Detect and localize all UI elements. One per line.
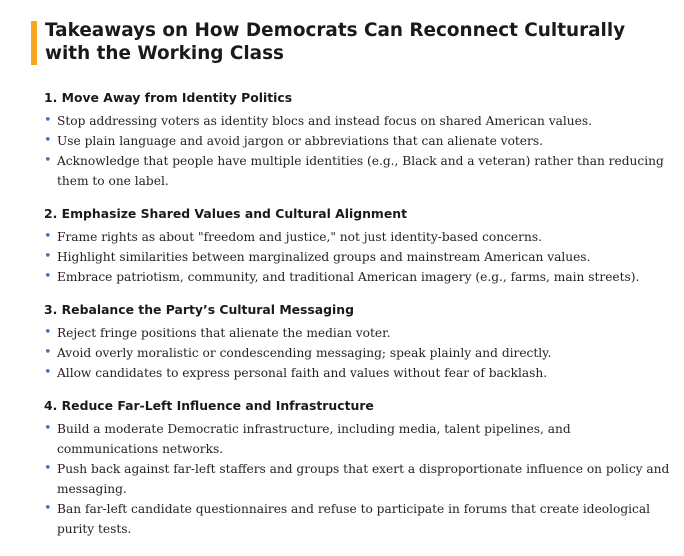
list-item: [44, 151, 674, 191]
bullet-icon: •: [44, 153, 52, 168]
bullet-list: [44, 227, 674, 287]
section-shared-values: [44, 206, 674, 287]
list-item: [44, 323, 674, 343]
section-cultural-messaging: [44, 302, 674, 383]
list-item-text: Push back against far-left staffers and groups that exert a disproportionate influence on policy and messaging.: [57, 462, 670, 496]
list-item-text: Embrace patriotism, community, and traditional American imagery (e.g., farms, main streets).: [57, 270, 640, 284]
list-item-text: Allow candidates to express personal faith and values without fear of backlash.: [57, 366, 548, 380]
list-item-text: Use plain language and avoid jargon or abbreviations that can alienate voters.: [57, 134, 543, 148]
list-item: [44, 343, 674, 363]
bullet-icon: •: [44, 325, 52, 340]
list-item: [44, 363, 674, 383]
section-identity-politics: [44, 90, 674, 191]
list-item-text: Ban far-left candidate questionnaires and refuse to participate in forums that create ideological purity tests.: [57, 502, 651, 536]
list-item-text: Build a moderate Democratic infrastructure, including media, talent pipelines, and communications networks.: [57, 422, 571, 456]
list-item-text: Stop addressing voters as identity blocs and instead focus on shared American values.: [57, 114, 592, 128]
list-item: [44, 227, 674, 247]
list-item-text: Reject fringe positions that alienate the median voter.: [57, 326, 391, 340]
list-item-text: Acknowledge that people have multiple identities (e.g., Black and a veteran) rather than reducing them to one label.: [57, 154, 664, 188]
list-item: [44, 111, 674, 131]
bullet-icon: •: [44, 345, 52, 360]
bullet-icon: •: [44, 133, 52, 148]
list-item: [44, 247, 674, 267]
list-item: [44, 459, 674, 499]
list-item: [44, 419, 674, 459]
list-item-text: Avoid overly moralistic or condescending messaging; speak plainly and directly.: [57, 346, 552, 360]
bullet-icon: •: [44, 365, 52, 380]
page-title: Takeaways on How Democrats Can Reconnect Culturally with the Working Class: [45, 20, 626, 64]
section-far-left-influence: [44, 398, 674, 539]
bullet-icon: •: [44, 421, 52, 436]
bullet-list: [44, 111, 674, 191]
list-item: [44, 499, 674, 539]
section-heading: 1. Move Away from Identity Politics: [44, 90, 293, 105]
list-item: [44, 131, 674, 151]
bullet-icon: •: [44, 229, 52, 244]
list-item-text: Frame rights as about "freedom and justice," not just identity-based concerns.: [57, 230, 542, 244]
bullet-list: [44, 419, 674, 539]
bullet-icon: •: [44, 113, 52, 128]
list-item-text: Highlight similarities between marginalized groups and mainstream American values.: [57, 250, 591, 264]
accent-bar: [31, 21, 37, 65]
bullet-list: [44, 323, 674, 383]
section-heading: 2. Emphasize Shared Values and Cultural Alignment: [44, 206, 407, 221]
section-heading: 3. Rebalance the Party’s Cultural Messaging: [44, 302, 354, 317]
list-item: [44, 267, 674, 287]
section-heading: 4. Reduce Far-Left Influence and Infrastructure: [44, 398, 374, 413]
bullet-icon: •: [44, 461, 52, 476]
bullet-icon: •: [44, 501, 52, 516]
bullet-icon: •: [44, 269, 52, 284]
bullet-icon: •: [44, 249, 52, 264]
